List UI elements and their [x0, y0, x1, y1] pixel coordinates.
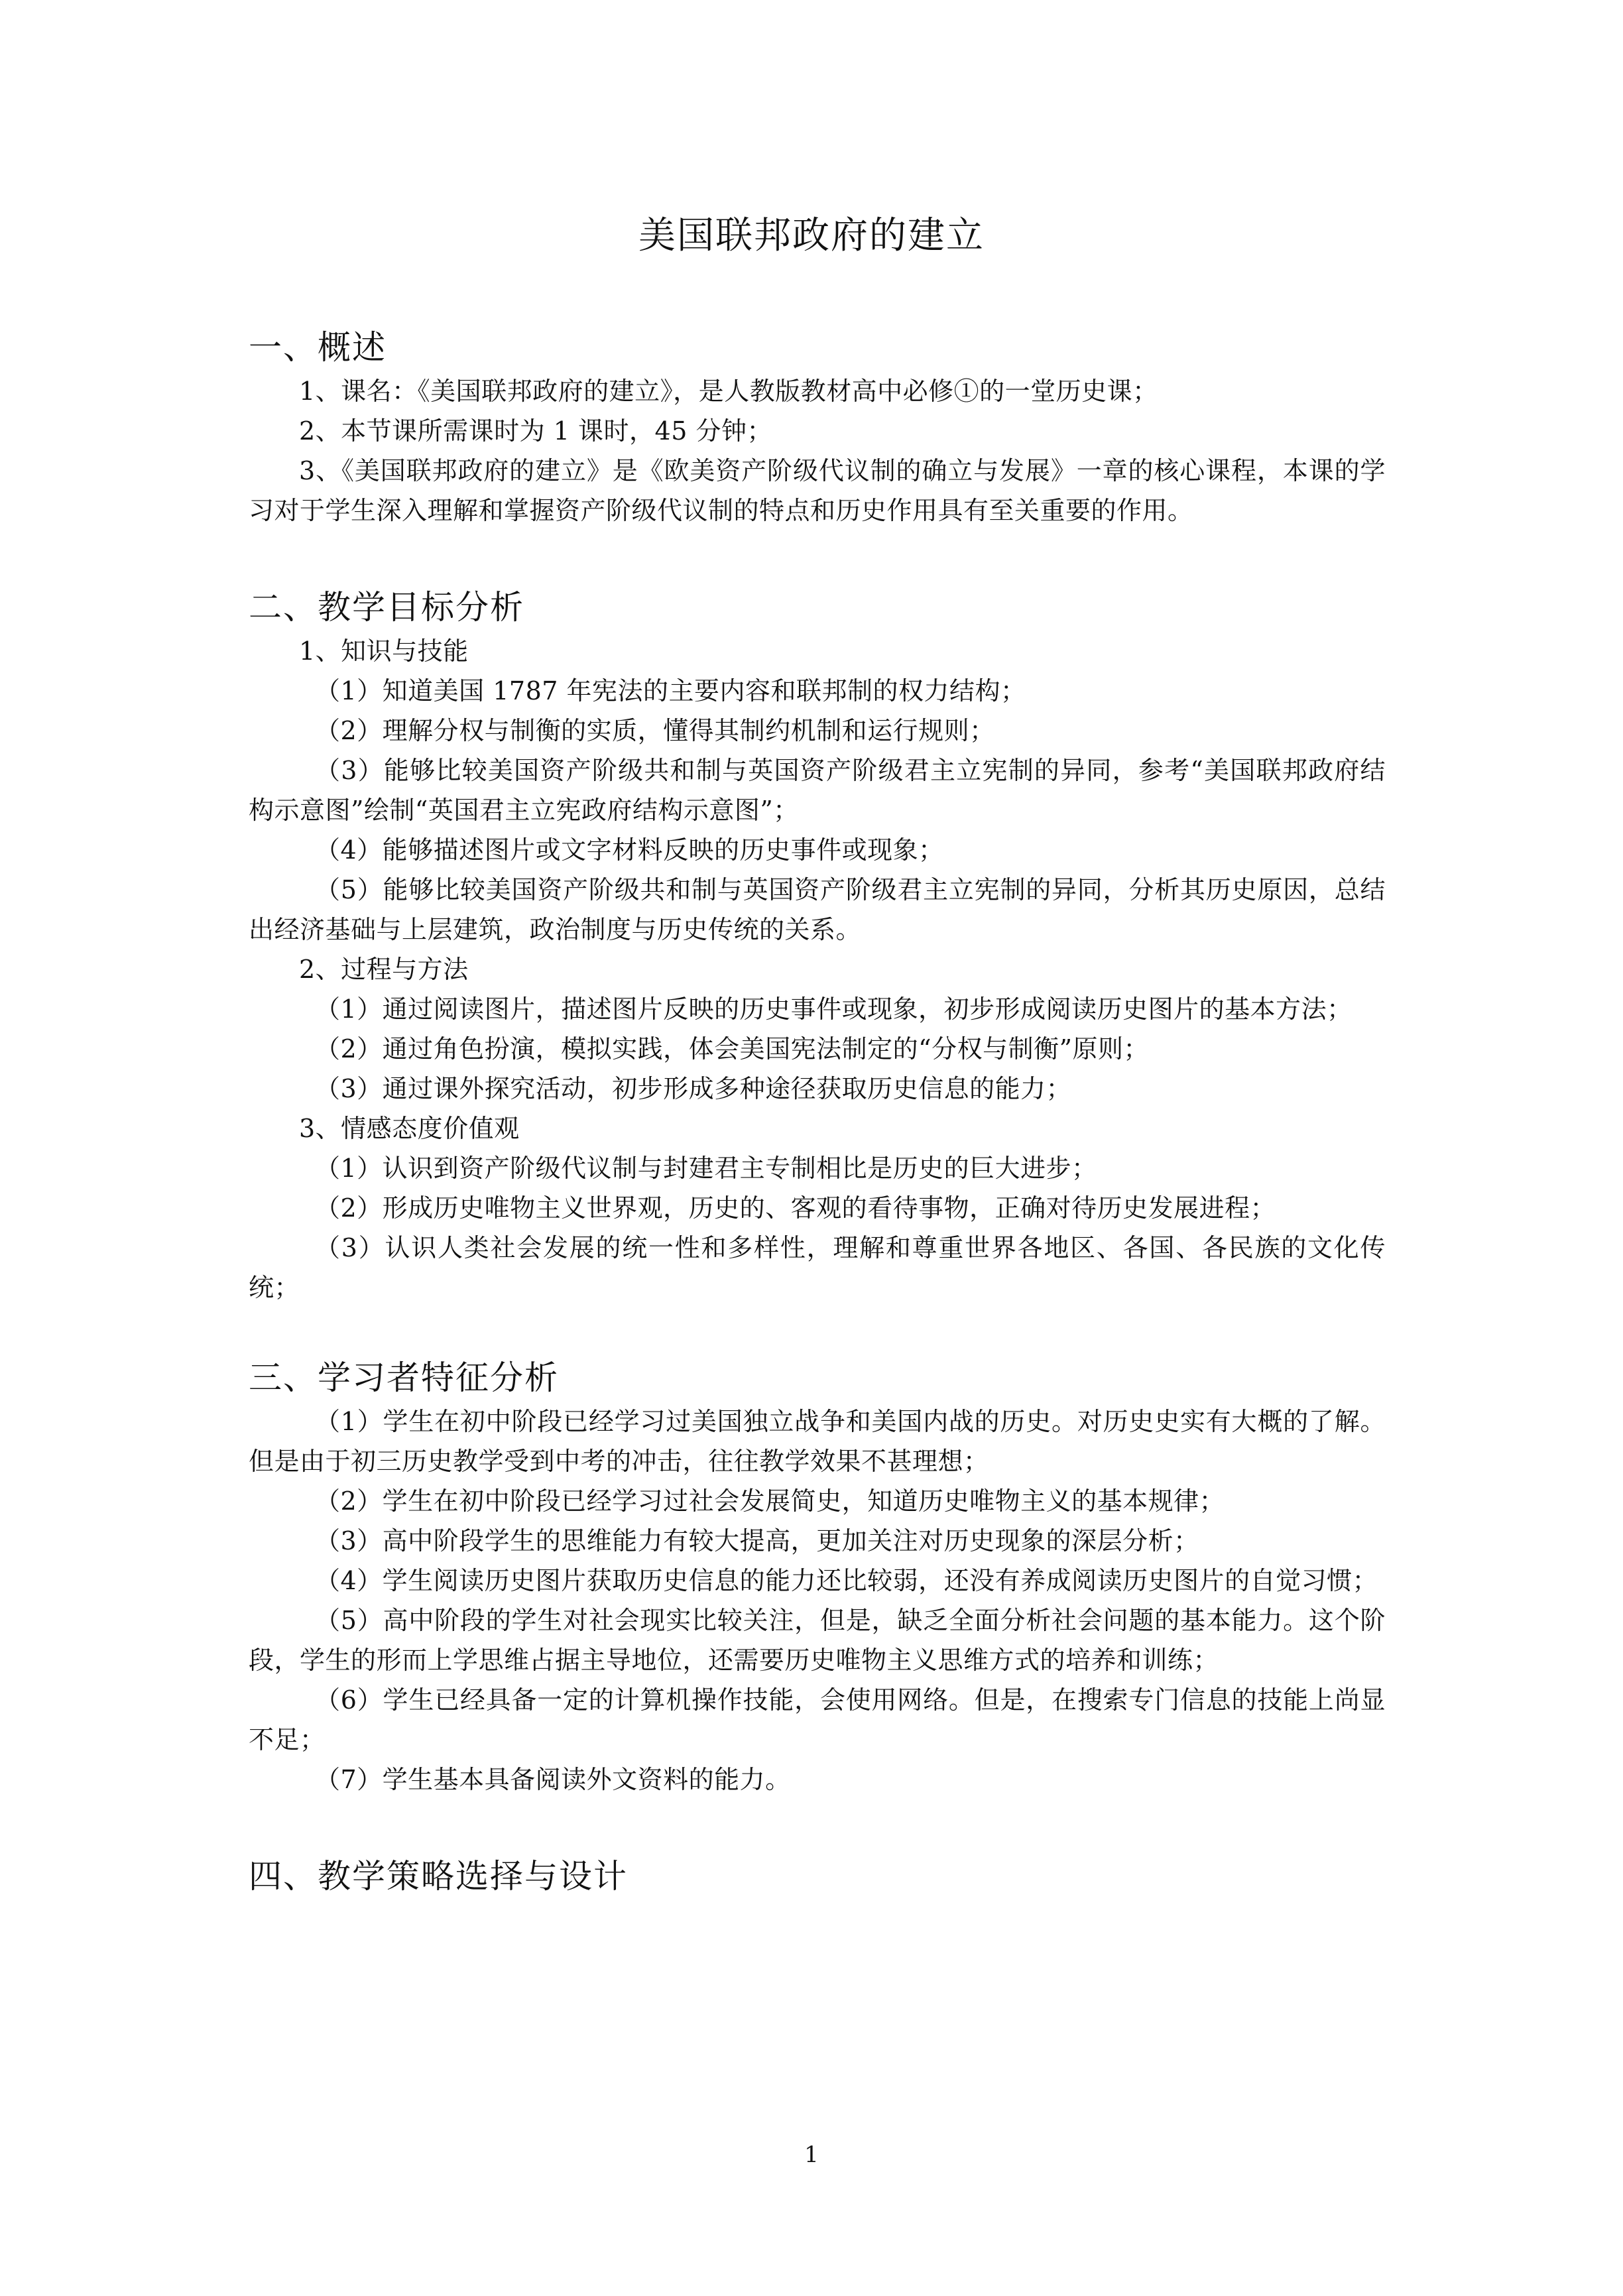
list-item: （2）学生在初中阶段已经学习过社会发展简史，知道历史唯物主义的基本规律；	[315, 1486, 1225, 1516]
list-item: （1）通过阅读图片，描述图片反映的历史事件或现象，初步形成阅读历史图片的基本方法；	[315, 995, 1352, 1024]
section-heading-objectives: 二、教学目标分析	[249, 588, 524, 627]
list-item: （5）高中阶段的学生对社会现实比较关注，但是，缺乏全面分析社会问题的基本能力。这个阶段，学生的形而上学思维占据主导地位，还需要历史唯物主义思维方式的培养和训练；	[249, 1606, 1386, 1675]
list-item: （2）通过角色扮演，模拟实践，体会美国宪法制定的“分权与制衡”原则；	[315, 1034, 1150, 1063]
section-heading-strategy: 四、教学策略选择与设计	[249, 1857, 628, 1896]
list-item: （1）学生在初中阶段已经学习过美国独立战争和美国内战的历史。对历史史实有大概的了解。但是由于初三历史教学受到中考的冲击，往往教学效果不甚理想；	[249, 1407, 1386, 1476]
subsection-label: 2、过程与方法	[299, 955, 469, 984]
list-item: （4）学生阅读历史图片获取历史信息的能力还比较弱，还没有养成阅读历史图片的自觉习惯；	[315, 1566, 1378, 1595]
paragraph: 3、《美国联邦政府的建立》是《欧美资产阶级代议制的确立与发展》一章的核心课程，本课的学习对于学生深入理解和掌握资产阶级代议制的特点和历史作用具有至关重要的作用。	[249, 456, 1386, 525]
section-heading-overview: 一、概述	[249, 328, 387, 367]
list-item: （3）高中阶段学生的思维能力有较大提高，更加关注对历史现象的深层分析；	[315, 1526, 1199, 1555]
document-title: 美国联邦政府的建立	[638, 214, 985, 257]
page-number: 1	[804, 2142, 819, 2168]
paragraph: 2、本节课所需课时为 1 课时，45 分钟；	[299, 416, 772, 446]
subsection-label: 3、情感态度价值观	[299, 1114, 520, 1143]
list-item: （6）学生已经具备一定的计算机操作技能，会使用网络。但是，在搜索专门信息的技能上尚显不足；	[249, 1685, 1386, 1754]
subsection-label: 1、知识与技能	[299, 636, 469, 666]
list-item: （3）认识人类社会发展的统一性和多样性，理解和尊重世界各地区、各国、各民族的文化传统；	[249, 1233, 1386, 1302]
list-item: （1）认识到资产阶级代议制与封建君主专制相比是历史的巨大进步；	[315, 1154, 1097, 1183]
list-item: （2）形成历史唯物主义世界观，历史的、客观的看待事物，正确对待历史发展进程；	[315, 1193, 1276, 1223]
list-item: （3）能够比较美国资产阶级共和制与英国资产阶级君主立宪制的异同，参考“美国联邦政府结构示意图”绘制“英国君主立宪政府结构示意图”；	[249, 756, 1386, 825]
section-heading-learners: 三、学习者特征分析	[249, 1359, 559, 1397]
list-item: （3）通过课外探究活动，初步形成多种途径获取历史信息的能力；	[315, 1074, 1072, 1103]
list-item: （5）能够比较美国资产阶级共和制与英国资产阶级君主立宪制的异同，分析其历史原因，总结出经济基础与上层建筑，政治制度与历史传统的关系。	[249, 875, 1386, 944]
document-body	[249, 324, 1386, 1900]
list-item: （4）能够描述图片或文字材料反映的历史事件或现象；	[315, 835, 944, 865]
list-item: （7）学生基本具备阅读外文资料的能力。	[315, 1765, 791, 1794]
list-item: （2）理解分权与制衡的实质，懂得其制约机制和运行规则；	[315, 716, 995, 745]
list-item: （1）知道美国 1787 年宪法的主要内容和联邦制的权力结构；	[315, 676, 1026, 705]
paragraph: 1、课名：《美国联邦政府的建立》，是人教版教材高中必修①的一堂历史课；	[299, 377, 1158, 406]
